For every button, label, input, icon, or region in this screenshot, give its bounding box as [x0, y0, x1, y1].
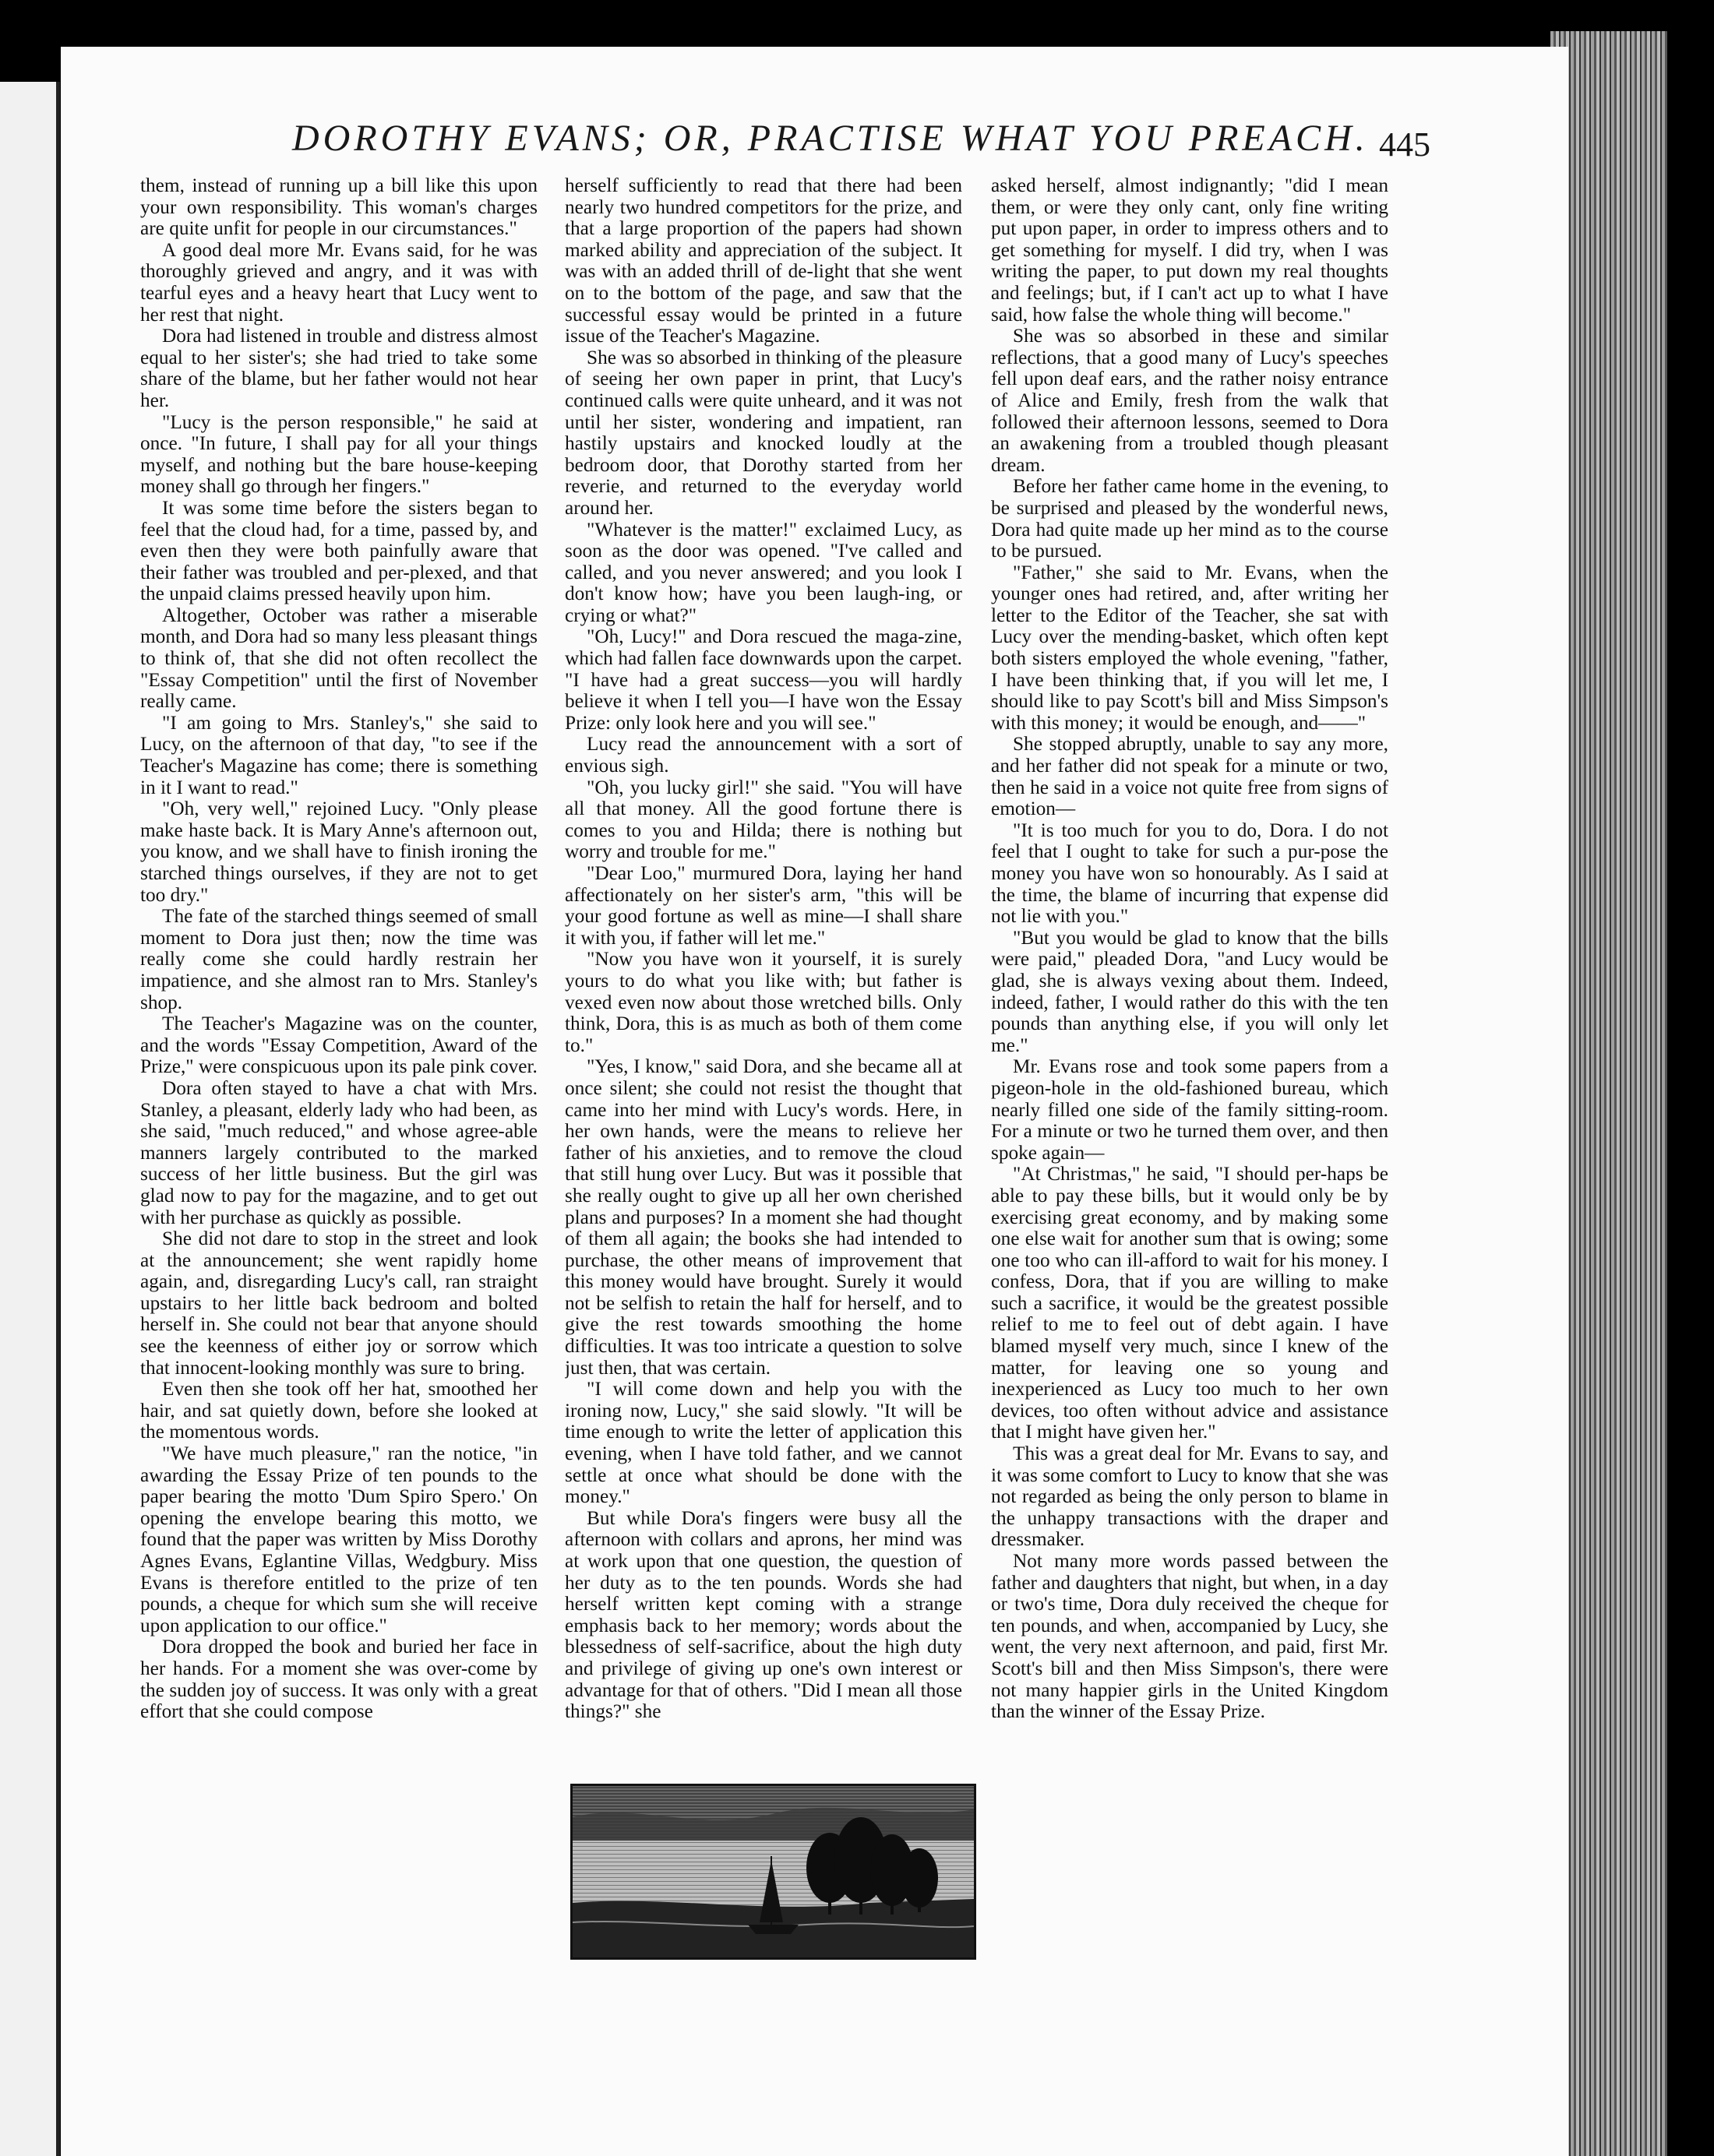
text-column-2: [565, 175, 962, 1745]
paragraph: "Whatever is the matter!" exclaimed Lucy, as soon as the door was opened. "I've called and called, and you never answered; and you look I don't know how; have you been laugh-ing, or crying or what?": [565, 518, 962, 626]
paragraph: Even then she took off her hat, smoothed her hair, and sat quietly down, before she looked at the momentous words.: [140, 1378, 538, 1443]
landscape-engraving: [570, 1784, 976, 1960]
paragraph: "At Christmas," he said, "I should per-haps be able to pay these bills, but it would only be by exercising great economy, and by making some one else wait for another sum that is owing; some one too who can ill-afford to wait for his money. I confess, Dora, that if you are willing to make such a sacrifice, it would be the greatest possible relief to me to feel out of debt again. I have blamed myself very much, since I knew of the matter, for leaving one so young and inexperienced as Lucy too much to her own devices, too often without advice and assistance that I might have given her.": [991, 1163, 1388, 1443]
paragraph: "It is too much for you to do, Dora. I do not feel that I ought to take for such a pur-pose the money you have won so honourably. As I said at the time, the blame of incurring that expense did not lie with you.": [991, 819, 1388, 928]
paragraph: "Father," she said to Mr. Evans, when the younger ones had retired, and, after writing her letter to the Editor of the Teacher, she sat with Lucy over the mending-basket, which often kept both sisters employed the whole evening, "father, I have been thinking that, if you will let me, I should like to pay Scott's bill and Miss Simpson's with this money; it would be enough, and——": [991, 561, 1388, 734]
paragraph: "I will come down and help you with the ironing now, Lucy," she said slowly. "It will be time enough to write the letter of application this evening, when I have told father, and we cannot settle at once what should be done with the money.": [565, 1378, 962, 1508]
paragraph: "I am going to Mrs. Stanley's," she said to Lucy, on the afternoon of that day, "to see if the Teacher's Magazine has come; there is something in it I want to read.": [140, 711, 538, 798]
paragraph: Dora dropped the book and buried her face in her hands. For a moment she was over-come by the sudden joy of success. It was only with a great effort that she could compose: [140, 1636, 538, 1723]
paragraph: She stopped abruptly, unable to say any more, and her father did not speak for a minute or two, then he said in a voice not quite free from signs of emotion—: [991, 733, 1388, 820]
paragraph: "But you would be glad to know that the bills were paid," pleaded Dora, "and Lucy would be glad, she is always vexing about them. Indeed, indeed, father, I would rather do this with the ten pounds than anything else, if you will only let me.": [991, 926, 1388, 1056]
paragraph: The fate of the starched things seemed of small moment to Dora just then; now the time was really come she could hardly restrain her impatience, and she almost ran to Mrs. Stanley's shop.: [140, 905, 538, 1013]
paragraph: Dora had listened in trouble and distress almost equal to her sister's; she had tried to take some share of the blame, but her father would not hear her.: [140, 325, 538, 411]
text-column-3: [991, 175, 1388, 1788]
paragraph: Mr. Evans rose and took some papers from a pigeon-hole in the old-fashioned bureau, which nearly filled one side of the family sitting-room. For a minute or two he turned them over, and then spoke again—: [991, 1055, 1388, 1164]
paragraph: them, instead of running up a bill like this upon your own responsibility. This woman's charges are quite unfit for people in our circumstances.": [140, 175, 538, 240]
paragraph: "Oh, very well," rejoined Lucy. "Only please make haste back. It is Mary Anne's afternoon out, you know, and we shall have to finish ironing the starched things ourselves, if they are not to get too dry.": [140, 798, 538, 906]
paragraph: Before her father came home in the evening, to be surprised and pleased by the wonderful news, Dora had quite made up her mind as to the course to be pursued.: [991, 475, 1388, 562]
paragraph: Lucy read the announcement with a sort of envious sigh.: [565, 733, 962, 777]
paragraph: The Teacher's Magazine was on the counter, and the words "Essay Competition, Award of the Prize," were conspicuous upon its pale pink cover.: [140, 1013, 538, 1078]
paragraph: This was a great deal for Mr. Evans to say, and it was some comfort to Lucy to know that she was not regarded as being the only person to blame in the unhappy transactions with the draper and dressmaker.: [991, 1443, 1388, 1551]
paragraph: "Dear Loo," murmured Dora, laying her hand affectionately on her sister's arm, "this will be your good fortune as well as mine—I shall share it with you, if father will let me.": [565, 862, 962, 949]
paragraph: She was so absorbed in thinking of the pleasure of seeing her own paper in print, that Lucy's continued calls were quite unheard, and it was not until her sister, wondering and impatient, ran hastily upstairs and knocked loudly at the bedroom door, that Dorothy started from her reverie, and returned to the everyday world around her.: [565, 346, 962, 519]
paragraph: asked herself, almost indignantly; "did I mean them, or were they only cant, only fine writing put upon paper, in order to impress others and to get something for myself. I did try, when I was writing the paper, to put down my real thoughts and feelings; but, if I can't act up to what I have said, how false the whole thing will become.": [991, 175, 1388, 326]
facing-page-edge: [0, 82, 60, 2156]
paragraph: It was some time before the sisters began to feel that the cloud had, for a time, passed by, and even then they were both painfully aware that their father was troubled and per-plexed, and that the unpaid claims pressed heavily upon him.: [140, 496, 538, 605]
paragraph: "Yes, I know," said Dora, and she became all at once silent; she could not resist the thought that came into her mind with Lucy's words. Here, in her own hands, were the means to relieve her father of his anxieties, and to remove the cloud that still hung over Lucy. But was it possible that she really ought to give up all her own cherished plans and purposes? In a moment she had thought of them all again; the books she had intended to purchase, the other means of improvement that this money would have brought. Surely it would not be selfish to retain the half for herself, and to give the rest towards smoothing the home difficulties. It was too intricate a question to solve just then, that was certain.: [565, 1055, 962, 1379]
paragraph: Not many more words passed between the father and daughters that night, but when, in a day or two's time, Dora duly received the cheque for ten pounds, and when, accompanied by Lucy, she went, the very next afternoon, and paid, first Mr. Scott's bill and then Miss Simpson's, there were not many happier girls in the United Kingdom than the winner of the Essay Prize.: [991, 1550, 1388, 1723]
landscape-engraving-art: [573, 1786, 974, 1957]
paragraph: "Lucy is the person responsible," he said at once. "In future, I shall pay for all your things myself, and nothing but the bare house-keeping money shall go through her fingers.": [140, 410, 538, 498]
paragraph: But while Dora's fingers were busy all the afternoon with collars and aprons, her mind was at work upon that one question, the question of her duty as to the ten pounds. Words she had herself written kept coming with a strange emphasis back to her memory; words about the blessedness of self-sacrifice, about the high duty and privilege of giving up one's own interest or advantage for that of others. "Did I mean all those things?" she: [565, 1506, 962, 1723]
paragraph: "Oh, Lucy!" and Dora rescued the maga-zine, which had fallen face downwards upon the carpet. "I have had a great success—you will hardly believe it when I tell you—I have won the Essay Prize: only look here and you will see.": [565, 625, 962, 734]
page-number: 445: [1379, 125, 1430, 164]
text-column-1: [140, 175, 538, 1788]
paragraph: A good deal more Mr. Evans said, for he was thoroughly grieved and angry, and it was with tearful eyes and a heavy heart that Lucy went to her rest that night.: [140, 238, 538, 326]
paragraph: "Oh, you lucky girl!" she said. "You will have all that money. All the good fortune there is comes to you and Hilda; there is nothing but worry and trouble for me.": [565, 776, 962, 863]
paragraph: Altogether, October was rather a miserable month, and Dora had so many less pleasant things to think of, that she did not often recollect the "Essay Competition" until the first of November really came.: [140, 604, 538, 713]
running-title: DOROTHY EVANS; OR, PRACTISE WHAT YOU PREACH.: [292, 118, 1369, 159]
paragraph: Dora often stayed to have a chat with Mrs. Stanley, a pleasant, elderly lady who had been, as she said, "much reduced," and whose agree-able manners largely contributed to the marked success of her little business. But the girl was glad now to pay for the magazine, and to get out with her purchase as quickly as possible.: [140, 1076, 538, 1228]
paragraph: "Now you have won it yourself, it is surely yours to do what you like with; but father is vexed even now about those wretched bills. Only think, Dora, this is as much as both of them come to.": [565, 948, 962, 1056]
paragraph: She did not dare to stop in the street and look at the announcement; she went rapidly home again, and, disregarding Lucy's call, ran straight upstairs to her little back bedroom and bolted herself in. She could not bear that anyone should see the keenness of either joy or sorrow which that innocent-looking monthly was sure to bring.: [140, 1228, 538, 1379]
paragraph: "We have much pleasure," ran the notice, "in awarding the Essay Prize of ten pounds to the paper bearing the motto 'Dum Spiro Spero.' On opening the envelope bearing this motto, we found that the paper was written by Miss Dorothy Agnes Evans, Eglantine Villas, Wedgbury. Miss Evans is therefore entitled to the prize of ten pounds, a cheque for which sum she will receive upon application to our office.": [140, 1443, 538, 1636]
paragraph: She was so absorbed in these and similar reflections, that a good many of Lucy's speeches fell upon deaf ears, and the rather noisy entrance of Alice and Emily, fresh from the walk that followed their afternoon lessons, seemed to Dora an awakening from a troubled though pleasant dream.: [991, 325, 1388, 476]
paragraph: herself sufficiently to read that there had been nearly two hundred competitors for the prize, and that a large proportion of the papers had shown marked ability and appreciation of the subject. It was with an added thrill of de-light that she went on to the bottom of the page, and saw that the successful essay would be printed in a future issue of the Teacher's Magazine.: [565, 175, 962, 347]
